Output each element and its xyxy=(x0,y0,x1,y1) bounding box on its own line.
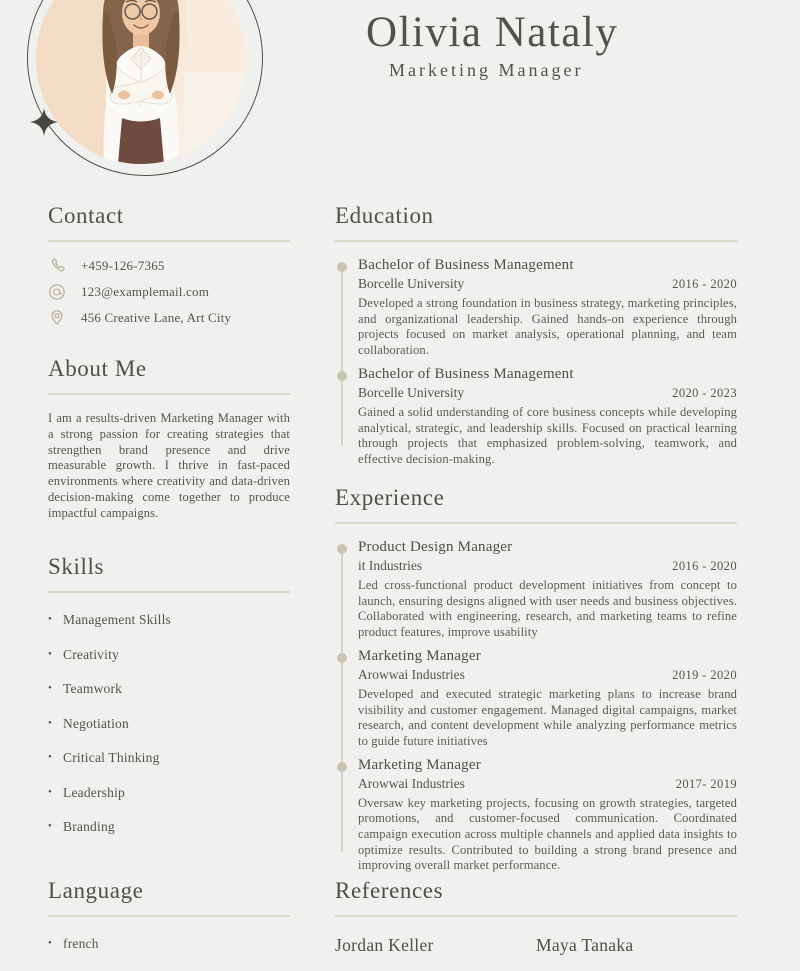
about-section xyxy=(48,356,290,522)
education-entry xyxy=(358,257,737,359)
sparkle-icon xyxy=(30,108,58,136)
timeline-line xyxy=(341,269,343,446)
company-name: Arowwai Industries xyxy=(358,775,465,791)
language-heading: Language xyxy=(48,878,144,903)
location-icon xyxy=(48,309,66,327)
section-divider xyxy=(335,522,737,524)
experience-dates: 2017- 2019 xyxy=(675,776,737,791)
contact-address-row xyxy=(48,309,290,327)
experience-entry xyxy=(358,757,737,875)
school-name: Borcelle University xyxy=(358,384,465,400)
degree-title: Bachelor of Business Management xyxy=(358,257,574,273)
contact-section xyxy=(48,203,290,335)
references-section xyxy=(335,878,737,956)
email-address: 123@examplemail.com xyxy=(81,284,210,299)
role-title: Marketing Manager xyxy=(358,647,481,664)
experience-entries xyxy=(335,539,737,874)
timeline-bullet xyxy=(337,762,347,772)
company-name: Arowwai Industries xyxy=(358,666,465,682)
street-address: 456 Creative Lane, Art City xyxy=(81,310,232,325)
language-item: • french xyxy=(48,936,290,952)
skill-item: • Critical Thinking xyxy=(48,750,290,766)
school-name: Borcelle University xyxy=(358,276,465,291)
person-name: Olivia Nataly xyxy=(366,9,619,56)
contact-phone-row xyxy=(48,257,290,275)
section-divider xyxy=(335,240,737,242)
role-title: Marketing Manager xyxy=(358,756,481,773)
phone-icon xyxy=(48,257,66,275)
education-description: Developed a strong foundation in business strategy, marketing principles, and organizational leadership. Gained hands-on experience through projects focused on market analysis, operational planning, and team collaboration. xyxy=(358,296,737,358)
timeline-line xyxy=(341,551,343,852)
timeline-bullet xyxy=(337,653,347,663)
skill-item: • Teamwork xyxy=(48,681,290,697)
experience-dates: 2016 - 2020 xyxy=(672,559,737,573)
section-divider xyxy=(48,393,290,395)
experience-section xyxy=(335,485,737,881)
experience-description: Developed and executed strategic marketing plans to increase brand visibility and customer engagement. Managed digital campaigns, market research, and content development while analyzing performance metrics to guide future initiatives xyxy=(358,686,737,748)
contact-heading: Contact xyxy=(48,203,124,228)
contact-list xyxy=(48,257,290,327)
experience-dates: 2019 - 2020 xyxy=(672,667,737,682)
experience-description: Oversaw key marketing projects, focusing on growth strategies, targeted promotions, and customer-focused communication. Coordinated campaign execution across multiple channels and applied data insights to optimize results. Contributed to building a strong brand presence and improving overall market performance. xyxy=(358,795,737,873)
education-dates: 2020 - 2023 xyxy=(672,385,737,400)
role-title: Product Design Manager xyxy=(358,539,513,555)
education-entry xyxy=(358,366,737,468)
section-divider xyxy=(335,915,737,917)
skills-section xyxy=(48,554,290,854)
timeline-bullet xyxy=(337,262,347,272)
skill-item: • Leadership xyxy=(48,785,290,801)
skill-item: • Creativity xyxy=(48,647,290,663)
references-list xyxy=(335,935,737,956)
contact-email-row xyxy=(48,283,290,301)
experience-heading: Experience xyxy=(335,485,445,510)
experience-description: Led cross-functional product development initiatives from concept to launch, ensuring designs aligned with user needs and business objectives. Collaborated with engineering, research, and marketing teams to refine product features, improve usability xyxy=(358,578,737,640)
skill-item: • Branding xyxy=(48,819,290,835)
education-section xyxy=(335,203,737,475)
skill-item: • Negotiation xyxy=(48,716,290,732)
references-heading: References xyxy=(335,878,444,903)
phone-number: +459-126-7365 xyxy=(81,258,165,273)
education-heading: Education xyxy=(335,203,434,228)
timeline-bullet xyxy=(337,371,347,381)
education-entries xyxy=(335,257,737,468)
language-list xyxy=(48,936,290,952)
about-text: I am a results-driven Marketing Manager with a strong passion for creating strategies that strengthen brand presence and drive measurable growth. I thrive in fast-paced environments where creativity and data-driven decision-making come together to produce impactful campaigns. xyxy=(48,411,290,520)
experience-entry xyxy=(358,539,737,641)
person-job-title: Marketing Manager xyxy=(389,60,584,80)
language-section xyxy=(48,878,290,971)
section-divider xyxy=(48,240,290,242)
experience-entry xyxy=(358,648,737,750)
degree-title: Bachelor of Business Management xyxy=(358,365,574,382)
company-name: it Industries xyxy=(358,558,423,573)
section-divider xyxy=(48,591,290,593)
reference-name: Maya Tanaka xyxy=(536,935,634,955)
timeline-bullet xyxy=(337,544,347,554)
about-heading: About Me xyxy=(48,356,147,381)
email-icon xyxy=(48,283,66,301)
section-divider xyxy=(48,915,290,917)
reference-name: Jordan Keller xyxy=(335,935,434,955)
education-description: Gained a solid understanding of core business concepts while developing analytical, strategic, and leadership skills. Focused on practical learning through projects that emphasized problem-solving, teamwork, and effective decision-making. xyxy=(358,404,737,466)
skills-heading: Skills xyxy=(48,554,105,579)
skill-item: • Management Skills xyxy=(48,612,290,628)
education-dates: 2016 - 2020 xyxy=(672,277,737,291)
skills-list xyxy=(48,612,290,835)
